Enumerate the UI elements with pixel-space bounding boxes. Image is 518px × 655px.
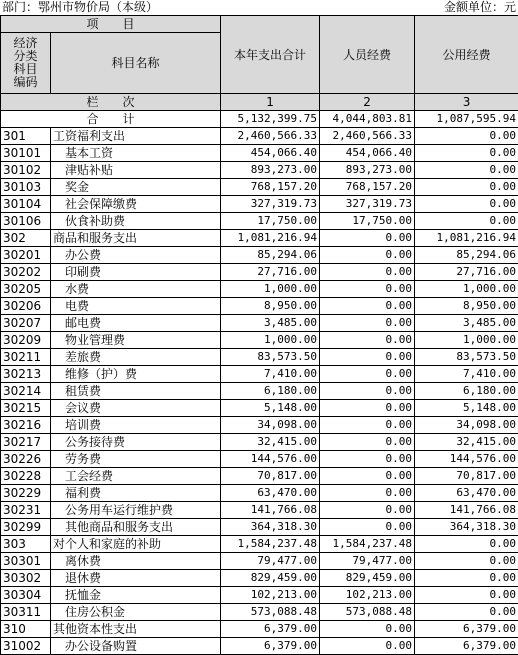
row-code: 30226 [1,451,51,468]
row-public-amount: 0.00 [415,196,518,213]
row-public-amount: 63,470.00 [415,485,518,502]
row-name: 邮电费 [51,315,221,332]
row-code: 30302 [1,570,51,587]
total-personnel: 4,044,803.81 [320,111,415,128]
row-total-amount: 34,098.00 [221,417,320,434]
lanci-label: 栏 次 [1,94,221,111]
row-total-amount: 27,716.00 [221,264,320,281]
row-code: 30104 [1,196,51,213]
row-total-amount: 2,460,566.33 [221,128,320,145]
row-code: 30202 [1,264,51,281]
col-total-header: 本年支出合计 [221,16,320,94]
row-total-amount: 893,273.00 [221,162,320,179]
row-code: 30213 [1,366,51,383]
row-public-amount: 32,415.00 [415,434,518,451]
row-public-amount: 0.00 [415,162,518,179]
row-public-amount: 141,766.08 [415,502,518,519]
total-public: 1,087,595.94 [415,111,518,128]
row-name: 抚恤金 [51,587,221,604]
row-personnel-amount: 829,459.00 [320,570,415,587]
expenditure-table [0,15,518,655]
table-row [1,638,518,655]
row-name: 公务接待费 [51,434,221,451]
row-code: 30209 [1,332,51,349]
row-name: 福利费 [51,485,221,502]
total-row [1,111,518,128]
row-personnel-amount: 0.00 [320,502,415,519]
row-total-amount: 63,470.00 [221,485,320,502]
row-name: 维修（护）费 [51,366,221,383]
total-label: 合 计 [1,111,221,128]
row-personnel-amount: 0.00 [320,383,415,400]
table-row [1,179,518,196]
table-row [1,468,518,485]
row-personnel-amount: 0.00 [320,332,415,349]
row-total-amount: 1,081,216.94 [221,230,320,247]
row-personnel-amount: 0.00 [320,638,415,655]
row-name: 基本工资 [51,145,221,162]
row-personnel-amount: 768,157.20 [320,179,415,196]
row-name: 培训费 [51,417,221,434]
row-code: 30311 [1,604,51,621]
row-code: 30102 [1,162,51,179]
table-row [1,298,518,315]
row-total-amount: 102,213.00 [221,587,320,604]
row-personnel-amount: 0.00 [320,400,415,417]
row-name: 电费 [51,298,221,315]
row-code: 30207 [1,315,51,332]
row-public-amount: 1,000.00 [415,332,518,349]
row-total-amount: 7,410.00 [221,366,320,383]
row-public-amount: 83,573.50 [415,349,518,366]
row-code: 30216 [1,417,51,434]
row-total-amount: 573,088.48 [221,604,320,621]
table-row [1,570,518,587]
row-public-amount: 0.00 [415,213,518,230]
row-total-amount: 32,415.00 [221,434,320,451]
col-personnel-header: 人员经费 [320,16,415,94]
row-total-amount: 6,180.00 [221,383,320,400]
row-personnel-amount: 2,460,566.33 [320,128,415,145]
row-total-amount: 454,066.40 [221,145,320,162]
row-personnel-amount: 102,213.00 [320,587,415,604]
row-name: 津贴补贴 [51,162,221,179]
table-row [1,366,518,383]
row-total-amount: 79,477.00 [221,553,320,570]
table-row [1,587,518,604]
row-personnel-amount: 0.00 [320,281,415,298]
table-row [1,332,518,349]
row-public-amount: 0.00 [415,587,518,604]
row-code: 31002 [1,638,51,655]
item-header: 项 目 [1,16,221,33]
row-name: 社会保障缴费 [51,196,221,213]
row-personnel-amount: 0.00 [320,434,415,451]
row-name: 奖金 [51,179,221,196]
row-public-amount: 7,410.00 [415,366,518,383]
row-public-amount: 0.00 [415,145,518,162]
row-name: 退休费 [51,570,221,587]
table-row [1,247,518,264]
row-total-amount: 364,318.30 [221,519,320,536]
row-total-amount: 1,584,237.48 [221,536,320,553]
row-name: 会议费 [51,400,221,417]
row-personnel-amount: 0.00 [320,247,415,264]
row-public-amount: 8,950.00 [415,298,518,315]
row-public-amount: 85,294.06 [415,247,518,264]
row-public-amount: 6,379.00 [415,621,518,638]
row-public-amount: 0.00 [415,536,518,553]
row-public-amount: 27,716.00 [415,264,518,281]
row-name: 离休费 [51,553,221,570]
table-row [1,145,518,162]
row-total-amount: 83,573.50 [221,349,320,366]
code-header: 经济 分类 科目 编码 [1,33,51,94]
row-total-amount: 144,576.00 [221,451,320,468]
table-row [1,519,518,536]
row-name: 办公设备购置 [51,638,221,655]
row-public-amount: 0.00 [415,179,518,196]
table-row [1,434,518,451]
row-code: 30231 [1,502,51,519]
row-personnel-amount: 0.00 [320,468,415,485]
row-public-amount: 1,081,216.94 [415,230,518,247]
table-row [1,264,518,281]
row-code: 30229 [1,485,51,502]
row-personnel-amount: 0.00 [320,366,415,383]
row-name: 商品和服务支出 [51,230,221,247]
table-row [1,451,518,468]
row-personnel-amount: 0.00 [320,349,415,366]
table-row [1,502,518,519]
row-public-amount: 6,379.00 [415,638,518,655]
row-code: 303 [1,536,51,553]
row-personnel-amount: 0.00 [320,264,415,281]
lanci-2: 2 [320,94,415,111]
row-personnel-amount: 79,477.00 [320,553,415,570]
row-code: 301 [1,128,51,145]
row-name: 印刷费 [51,264,221,281]
table-row [1,604,518,621]
table-row [1,162,518,179]
row-code: 30304 [1,587,51,604]
row-personnel-amount: 0.00 [320,485,415,502]
row-personnel-amount: 327,319.73 [320,196,415,213]
row-total-amount: 70,817.00 [221,468,320,485]
lanci-3: 3 [415,94,518,111]
row-public-amount: 144,576.00 [415,451,518,468]
table-row [1,485,518,502]
row-personnel-amount: 0.00 [320,621,415,638]
row-name: 物业管理费 [51,332,221,349]
table-row [1,621,518,638]
row-name: 办公费 [51,247,221,264]
row-name: 差旅费 [51,349,221,366]
row-personnel-amount: 0.00 [320,315,415,332]
row-code: 30211 [1,349,51,366]
row-code: 30201 [1,247,51,264]
row-total-amount: 141,766.08 [221,502,320,519]
row-public-amount: 0.00 [415,553,518,570]
row-name: 其他资本性支出 [51,621,221,638]
row-total-amount: 1,000.00 [221,332,320,349]
report-header [0,0,518,15]
row-code: 30215 [1,400,51,417]
row-total-amount: 768,157.20 [221,179,320,196]
row-code: 30299 [1,519,51,536]
table-row [1,536,518,553]
lanci-row [1,94,518,111]
row-name: 工资福利支出 [51,128,221,145]
row-code: 30217 [1,434,51,451]
row-code: 30301 [1,553,51,570]
row-code: 30101 [1,145,51,162]
row-name: 公务用车运行维护费 [51,502,221,519]
row-name: 水费 [51,281,221,298]
row-name: 伙食补助费 [51,213,221,230]
row-name: 住房公积金 [51,604,221,621]
row-public-amount: 34,098.00 [415,417,518,434]
row-code: 30214 [1,383,51,400]
table-row [1,196,518,213]
row-code: 30205 [1,281,51,298]
currency-unit-label: 金额单位：元 [444,0,516,15]
row-name: 工会经费 [51,468,221,485]
table-row [1,315,518,332]
table-row [1,281,518,298]
row-public-amount: 0.00 [415,128,518,145]
row-total-amount: 6,379.00 [221,638,320,655]
row-code: 30228 [1,468,51,485]
row-code: 30106 [1,213,51,230]
row-total-amount: 829,459.00 [221,570,320,587]
row-personnel-amount: 454,066.40 [320,145,415,162]
row-total-amount: 8,950.00 [221,298,320,315]
col-public-header: 公用经费 [415,16,518,94]
table-row [1,553,518,570]
row-name: 其他商品和服务支出 [51,519,221,536]
row-personnel-amount: 573,088.48 [320,604,415,621]
row-total-amount: 17,750.00 [221,213,320,230]
row-total-amount: 85,294.06 [221,247,320,264]
row-total-amount: 327,319.73 [221,196,320,213]
table-row [1,417,518,434]
row-name: 劳务费 [51,451,221,468]
row-code: 310 [1,621,51,638]
row-public-amount: 6,180.00 [415,383,518,400]
row-public-amount: 1,000.00 [415,281,518,298]
table-body [1,128,518,655]
row-public-amount: 70,817.00 [415,468,518,485]
row-personnel-amount: 0.00 [320,417,415,434]
lanci-1: 1 [221,94,320,111]
row-personnel-amount: 0.00 [320,519,415,536]
row-total-amount: 5,148.00 [221,400,320,417]
table-row [1,400,518,417]
row-personnel-amount: 1,584,237.48 [320,536,415,553]
row-code: 302 [1,230,51,247]
row-public-amount: 364,318.30 [415,519,518,536]
row-personnel-amount: 0.00 [320,298,415,315]
row-personnel-amount: 0.00 [320,451,415,468]
row-name: 对个人和家庭的补助 [51,536,221,553]
row-total-amount: 6,379.00 [221,621,320,638]
name-header: 科目名称 [51,33,221,94]
row-public-amount: 3,485.00 [415,315,518,332]
row-name: 租赁费 [51,383,221,400]
row-public-amount: 0.00 [415,604,518,621]
row-personnel-amount: 0.00 [320,230,415,247]
row-public-amount: 0.00 [415,570,518,587]
row-personnel-amount: 893,273.00 [320,162,415,179]
row-public-amount: 5,148.00 [415,400,518,417]
total-amount: 5,132,399.75 [221,111,320,128]
table-row [1,383,518,400]
row-code: 30103 [1,179,51,196]
row-total-amount: 1,000.00 [221,281,320,298]
department-label: 部门：鄂州市物价局（本级） [2,0,158,15]
table-row [1,128,518,145]
table-row [1,230,518,247]
row-total-amount: 3,485.00 [221,315,320,332]
table-row [1,349,518,366]
row-code: 30206 [1,298,51,315]
table-row [1,213,518,230]
row-personnel-amount: 17,750.00 [320,213,415,230]
